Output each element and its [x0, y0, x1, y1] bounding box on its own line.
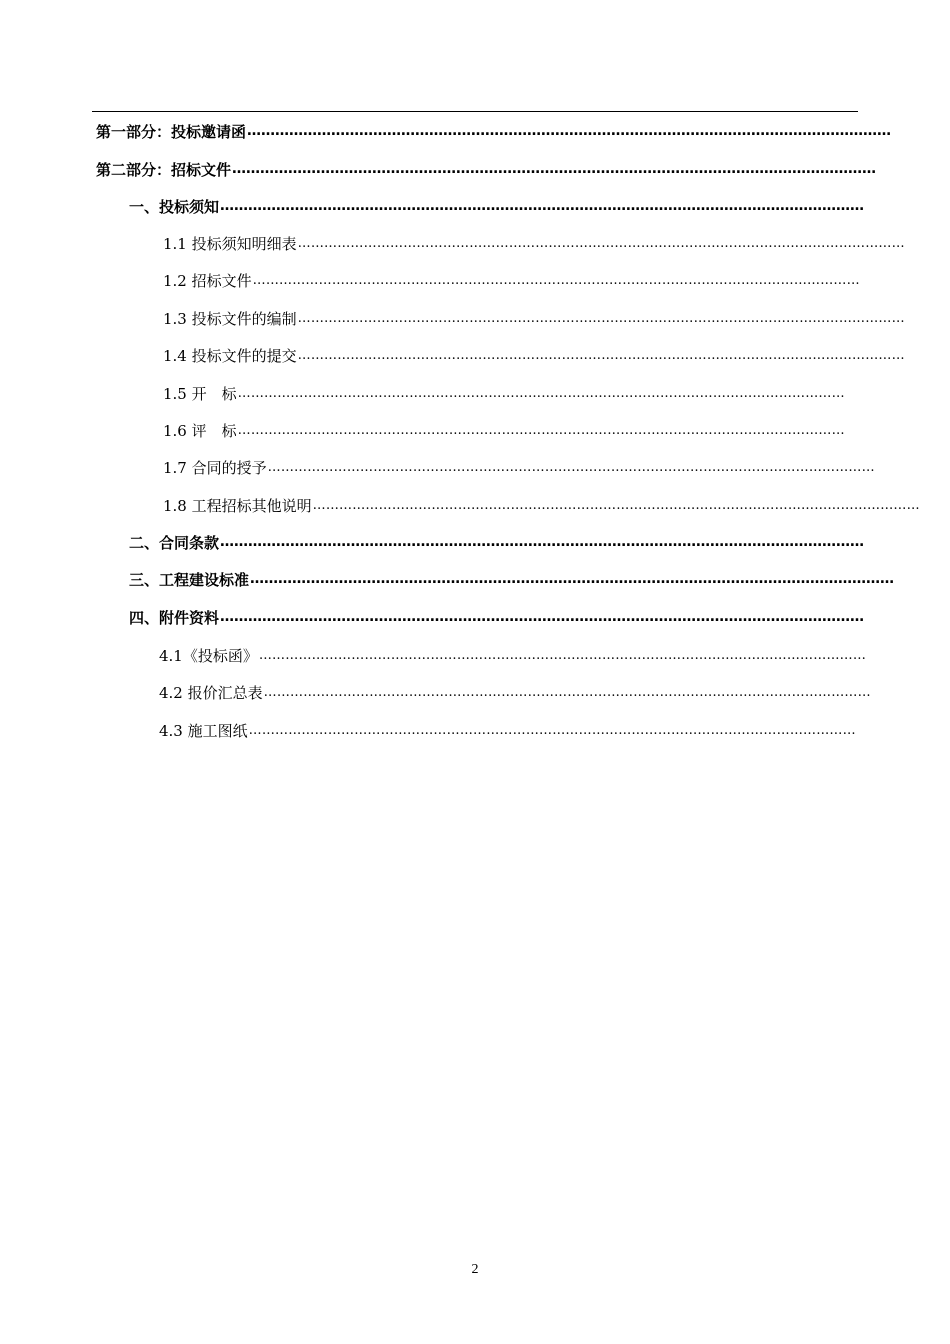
- toc-dot-leader: …………………………………………………………………………………………………………………………: [297, 347, 905, 363]
- toc-dot-leader: …………………………………………………………………………………………………………………………: [220, 198, 865, 214]
- toc-entry-label: 1.2 招标文件: [163, 271, 252, 290]
- toc-entry-1-4[interactable]: [163, 343, 905, 367]
- toc-entry-1-5[interactable]: [163, 381, 845, 405]
- toc-dot-leader: …………………………………………………………………………………………………………………………: [220, 534, 865, 550]
- toc-entry-part-2[interactable]: [96, 157, 877, 181]
- toc-entry-label: 四、附件资料: [129, 608, 220, 627]
- header-rule: [92, 111, 858, 112]
- toc-entry-label: 第一部分：投标邀请函: [96, 122, 247, 141]
- toc-entry-4-2[interactable]: [159, 680, 871, 704]
- toc-entry-1-1[interactable]: [163, 231, 905, 255]
- toc-entry-label: 1.8 工程招标其他说明: [163, 496, 312, 515]
- toc-entry-label: 1.1 投标须知明细表: [163, 234, 297, 253]
- toc-entry-1-3[interactable]: [163, 306, 905, 330]
- toc-entry-label: 1.3 投标文件的编制: [163, 309, 297, 328]
- toc-dot-leader: …………………………………………………………………………………………………………………………: [312, 497, 920, 513]
- toc-entry-attachments[interactable]: [129, 605, 865, 629]
- toc-entry-label: 1.6 评 标: [163, 421, 237, 440]
- toc-dot-leader: …………………………………………………………………………………………………………………………: [263, 684, 871, 700]
- toc-dot-leader: …………………………………………………………………………………………………………………………: [297, 235, 905, 251]
- page-number: 2: [471, 1262, 479, 1277]
- toc-entry-1-2[interactable]: [163, 268, 860, 292]
- toc-entry-4-3[interactable]: [159, 718, 856, 742]
- toc-dot-leader: …………………………………………………………………………………………………………………………: [237, 385, 845, 401]
- toc-entry-1-8[interactable]: [163, 493, 920, 517]
- toc-entry-label: 4.2 报价汇总表: [159, 683, 263, 702]
- toc-entry-4-1[interactable]: [159, 643, 867, 667]
- toc-entry-contract-terms[interactable]: [129, 530, 865, 554]
- toc-dot-leader: …………………………………………………………………………………………………………………………: [252, 272, 860, 288]
- toc-dot-leader: …………………………………………………………………………………………………………………………: [248, 722, 856, 738]
- toc-entry-bidder-instructions[interactable]: [129, 194, 865, 218]
- toc-entry-1-6[interactable]: [163, 418, 845, 442]
- toc-entry-label: 4.3 施工图纸: [159, 721, 248, 740]
- toc-dot-leader: …………………………………………………………………………………………………………………………: [297, 310, 905, 326]
- toc-entry-label: 4.1《投标函》: [159, 646, 258, 665]
- toc-dot-leader: …………………………………………………………………………………………………………………………: [258, 647, 867, 663]
- toc-entry-label: 第二部分：招标文件: [96, 160, 232, 179]
- toc-entry-label: 1.7 合同的授予: [163, 458, 267, 477]
- toc-dot-leader: …………………………………………………………………………………………………………………………: [250, 571, 895, 587]
- toc-entry-label: 三、工程建设标准: [129, 570, 250, 589]
- toc-entry-label: 一、投标须知: [129, 197, 220, 216]
- toc-dot-leader: …………………………………………………………………………………………………………………………: [220, 609, 865, 625]
- toc-entry-label: 二、合同条款: [129, 533, 220, 552]
- toc-entry-1-7[interactable]: [163, 455, 875, 479]
- toc-dot-leader: …………………………………………………………………………………………………………………………: [267, 459, 875, 475]
- toc-entry-construction-standards[interactable]: [129, 567, 895, 591]
- toc-entry-label: 1.4 投标文件的提交: [163, 346, 297, 365]
- toc-entry-label: 1.5 开 标: [163, 384, 237, 403]
- toc-entry-part-1[interactable]: [96, 119, 892, 143]
- toc-dot-leader: …………………………………………………………………………………………………………………………: [247, 123, 892, 139]
- toc-dot-leader: …………………………………………………………………………………………………………………………: [232, 161, 877, 177]
- toc-dot-leader: …………………………………………………………………………………………………………………………: [237, 422, 845, 438]
